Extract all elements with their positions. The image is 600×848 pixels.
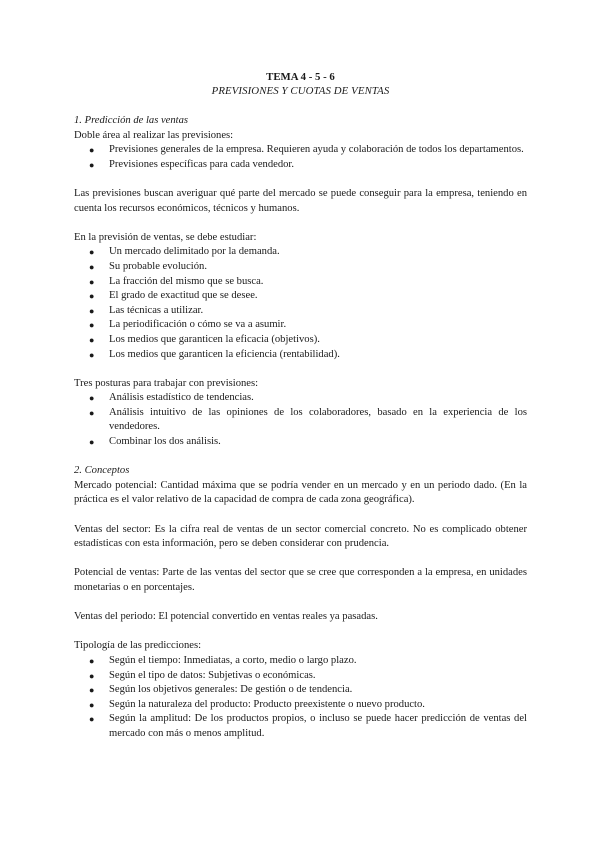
bullet-icon: ● xyxy=(89,393,95,404)
list-item: ● Los medios que garanticen la eficiencia (rentabilidad). xyxy=(74,348,527,363)
tipologia-intro: Tipología de las predicciones: xyxy=(74,640,202,652)
bullet-icon: ● xyxy=(89,320,95,331)
bullet-icon: ● xyxy=(89,349,95,360)
potencial-ventas-paragraph: Potencial de ventas: Parte de las ventas del sector que se cree que corresponden a la empresa, en unidades monetarias o en porcentajes. xyxy=(74,567,527,593)
bullet-icon: ● xyxy=(89,714,95,725)
list-item: ● Según la naturaleza del producto: Producto preexistente o nuevo producto. xyxy=(74,698,527,713)
bullet-icon: ● xyxy=(89,247,95,258)
bullet-icon: ● xyxy=(89,685,95,696)
list-item: ● La periodificación o cómo se va a asumir. xyxy=(74,318,527,333)
list-item: ● El grado de exactitud que se desee. xyxy=(74,289,527,304)
previsiones-paragraph: Las previsiones buscan averiguar qué parte del mercado se puede conseguir para la empresa, teniendo en cuenta los recursos económicos, técnicos y humanos. xyxy=(74,187,527,214)
postures-list xyxy=(74,391,527,449)
areas-intro: Doble área al realizar las previsiones: xyxy=(74,129,234,141)
list-item: ● Su probable evolución. xyxy=(74,260,527,275)
ventas-periodo-paragraph: Ventas del periodo: El potencial convertido en ventas reales ya pasadas. xyxy=(74,611,378,623)
list-item: ● Los medios que garanticen la eficacia (objetivos). xyxy=(74,333,527,348)
list-item: ● Según los objetivos generales: De gestión o de tendencia. xyxy=(74,683,527,698)
document-page xyxy=(74,70,527,742)
list-item: ● Combinar los dos análisis. xyxy=(74,435,527,450)
list-item: ● Análisis estadístico de tendencias. xyxy=(74,391,527,406)
list-item: ● Según el tiempo: Inmediatas, a corto, medio o largo plazo. xyxy=(74,654,527,669)
bullet-icon: ● xyxy=(89,261,95,272)
section-heading-prediccion: 1. Predicción de las ventas xyxy=(74,115,189,126)
areas-list xyxy=(74,143,527,172)
bullet-icon: ● xyxy=(89,291,95,302)
section-heading-conceptos: 2. Conceptos xyxy=(74,465,130,477)
postures-intro: Tres posturas para trabajar con previsiones: xyxy=(74,377,259,389)
list-item: ● Previsiones generales de la empresa. Requieren ayuda y colaboración de todos los departamentos. xyxy=(74,143,527,158)
list-item: ● Análisis intuitivo de las opiniones de los colaboradores, basado en la experiencia de los vendedores. xyxy=(89,406,527,433)
bullet-icon: ● xyxy=(89,437,95,448)
ventas-sector-paragraph: Ventas del sector: Es la cifra real de ventas de un sector comercial concreto. No es complicado obtener estadísticas con esta información, pero se deben considerar con prudencia. xyxy=(74,523,527,550)
bullet-icon: ● xyxy=(89,407,95,418)
list-item: ● Según la amplitud: De los productos propios, o incluso se puede hacer predicción de ventas del mercado con más o menos amplitud. xyxy=(89,713,527,739)
bullet-icon: ● xyxy=(89,670,95,681)
document-title: TEMA 4 - 5 - 6 xyxy=(266,71,335,83)
document-subtitle: PREVISIONES Y CUOTAS DE VENTAS xyxy=(211,85,390,97)
bullet-icon: ● xyxy=(89,145,95,156)
bullet-icon: ● xyxy=(89,334,95,345)
list-item: ● Las técnicas a utilizar. xyxy=(74,304,527,319)
tipologia-list xyxy=(74,654,527,742)
bullet-icon: ● xyxy=(89,276,95,287)
study-intro: En la previsión de ventas, se debe estudiar: xyxy=(74,231,257,243)
list-item: ● Según el tipo de datos: Subjetivas o económicas. xyxy=(74,669,527,684)
bullet-icon: ● xyxy=(89,305,95,316)
bullet-icon: ● xyxy=(89,159,95,170)
bullet-icon: ● xyxy=(89,655,95,666)
study-list xyxy=(74,245,527,362)
list-item: ● Un mercado delimitado por la demanda. xyxy=(74,245,527,260)
bullet-icon: ● xyxy=(89,699,95,710)
list-item: ● La fracción del mismo que se busca. xyxy=(74,275,527,290)
mercado-potencial-paragraph: Mercado potencial: Cantidad máxima que se podría vender en un mercado y en un periodo dado. (En la práctica es el valor relativo de la capacidad de compra de cada zona geográfica). xyxy=(74,479,527,506)
list-item: ● Previsiones específicas para cada vendedor. xyxy=(74,158,527,173)
